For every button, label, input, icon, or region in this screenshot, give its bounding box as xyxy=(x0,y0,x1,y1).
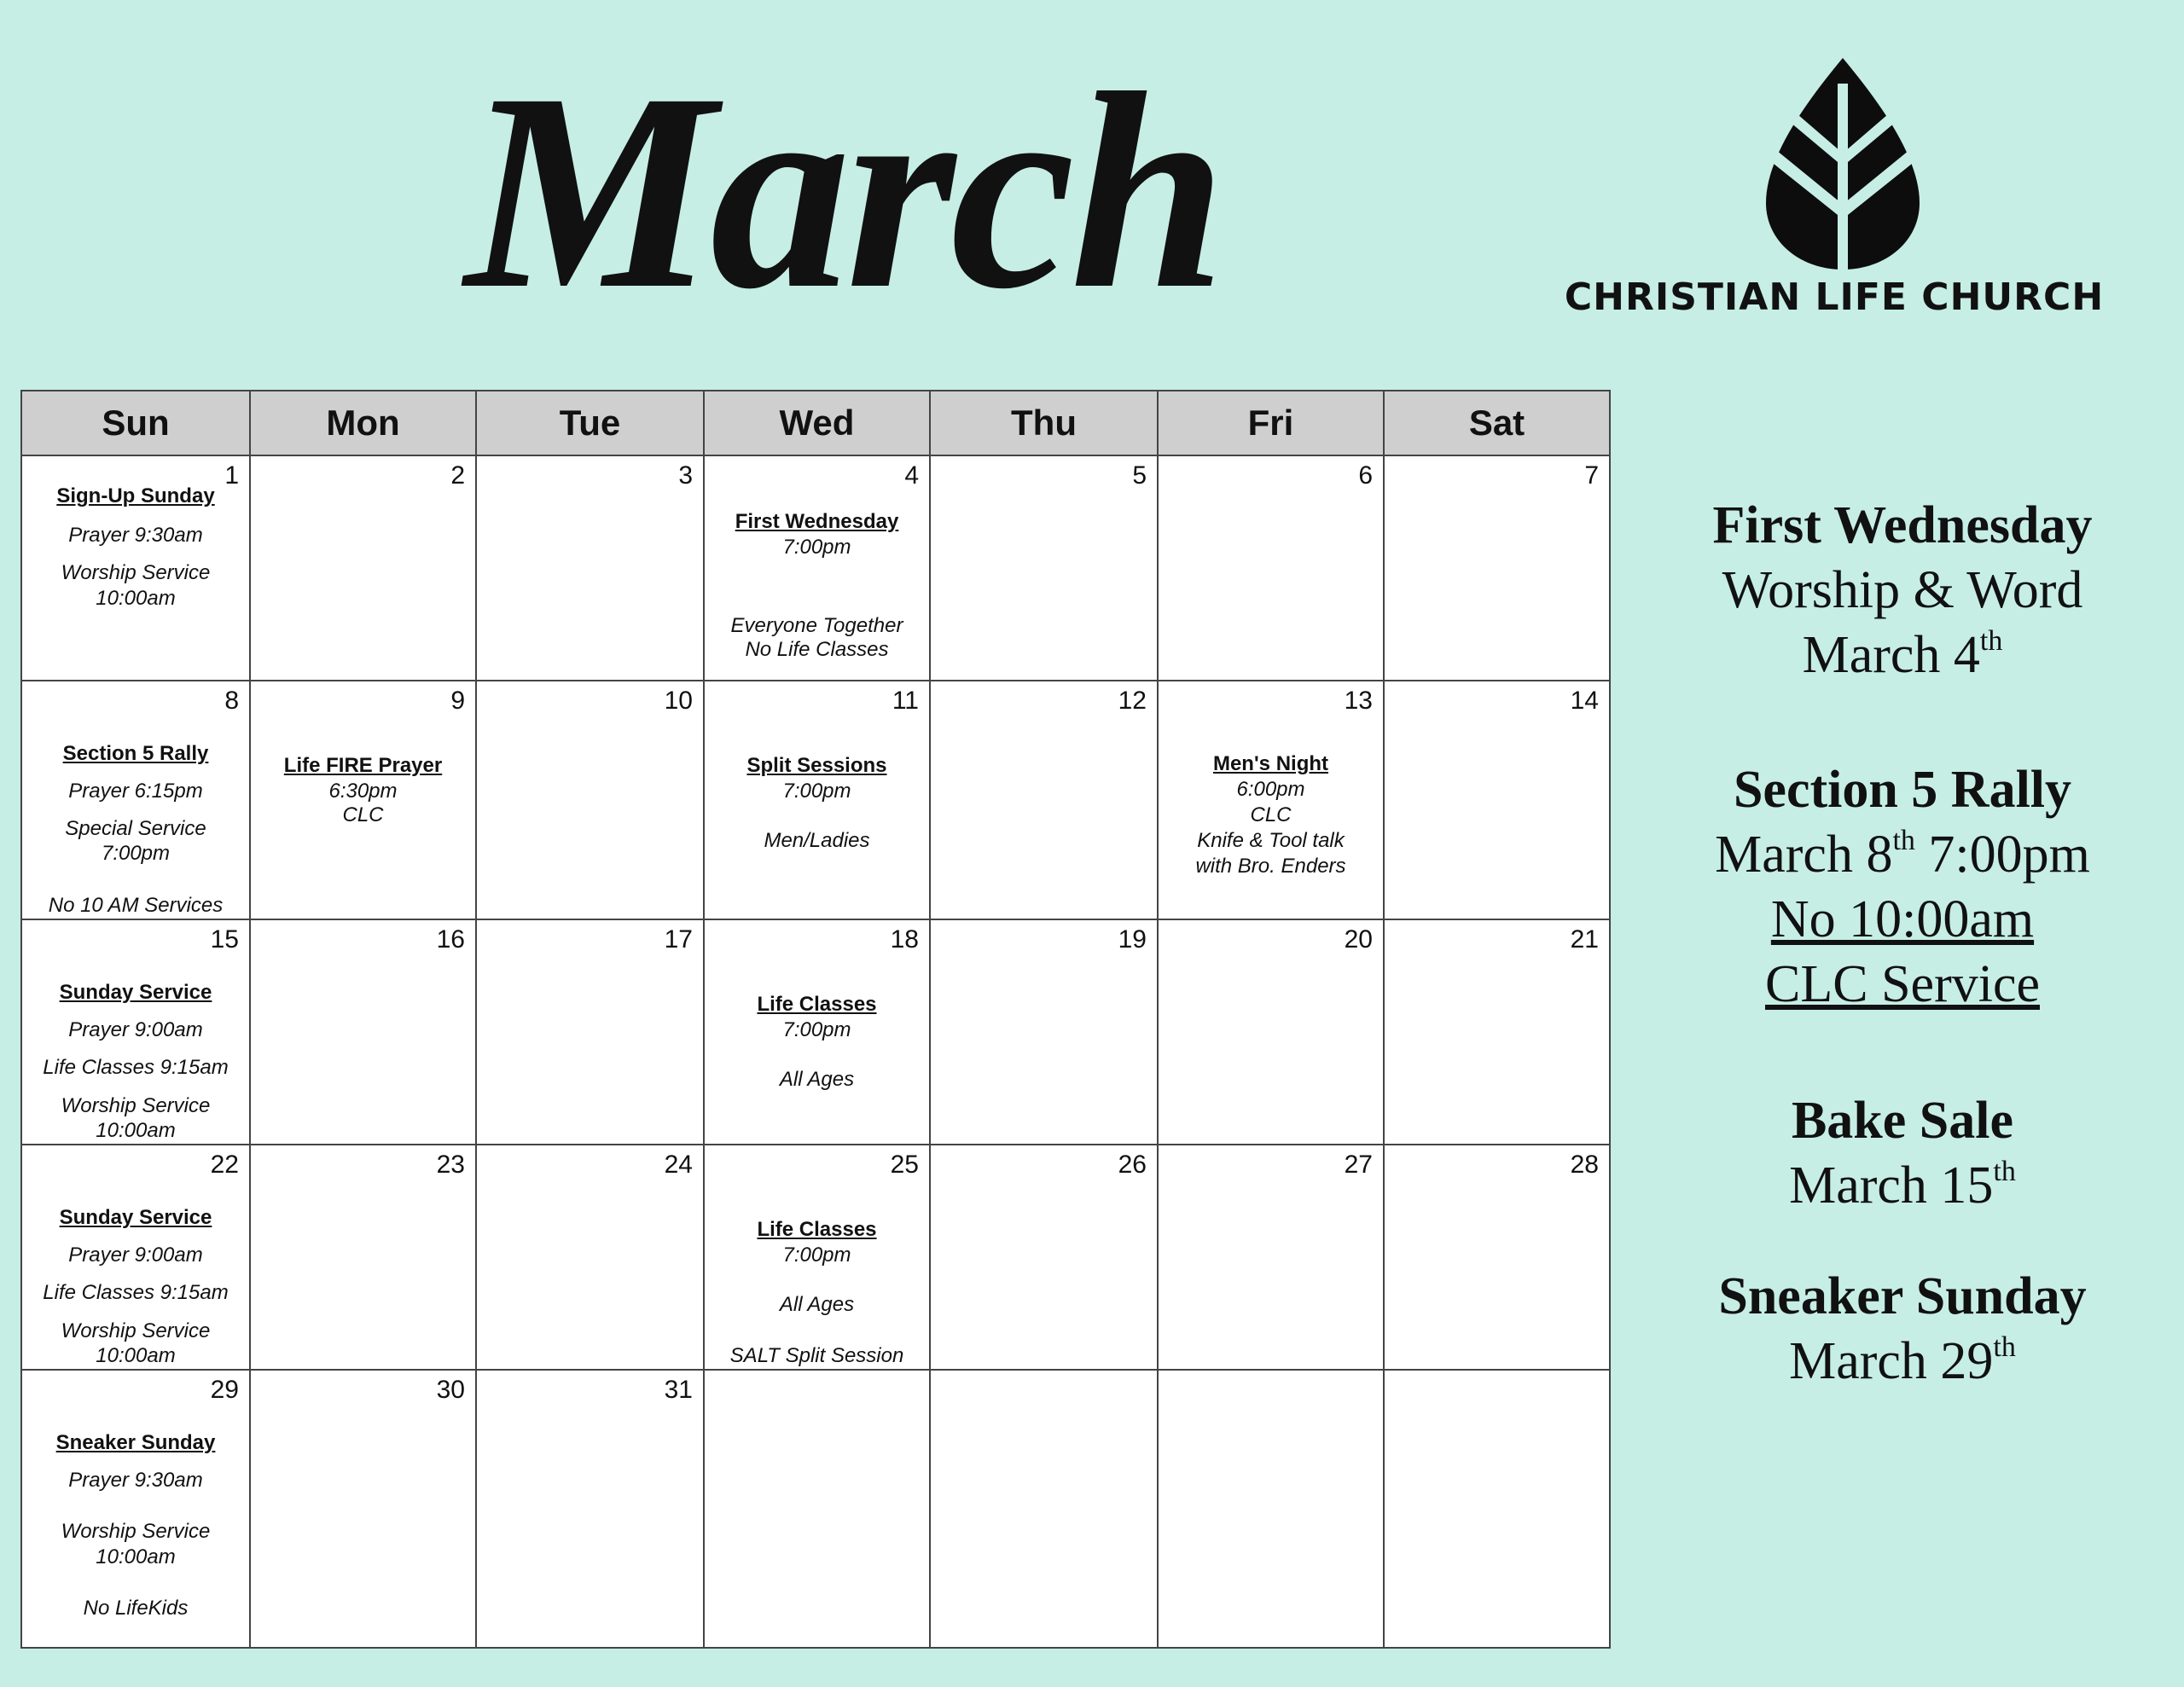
day-number: 5 xyxy=(1132,461,1147,490)
day-cell xyxy=(476,681,704,919)
empty-day-cell xyxy=(930,1370,1158,1648)
note-title: Section 5 Rally xyxy=(1733,761,2072,819)
day-number: 24 xyxy=(664,1151,693,1179)
weekday-header: Tue xyxy=(476,391,704,455)
event-detail: SALT Split Session xyxy=(729,1344,904,1367)
day-number: 29 xyxy=(210,1376,239,1404)
day-number: 14 xyxy=(1570,687,1599,715)
event-detail: 10:00am xyxy=(96,1545,176,1568)
day-number: 9 xyxy=(450,687,465,715)
event-detail: 10:00am xyxy=(96,1119,176,1142)
day-number: 4 xyxy=(904,461,919,490)
event-detail: Life Classes 9:15am xyxy=(43,1281,229,1304)
event-detail: Prayer 6:15pm xyxy=(68,780,203,803)
note-date: March 29th xyxy=(1789,1331,2016,1390)
event-detail: Life Classes 9:15am xyxy=(43,1056,229,1079)
day-number: 1 xyxy=(224,461,239,490)
note-title: Bake Sale xyxy=(1791,1092,2014,1150)
church-logo xyxy=(1561,58,2107,331)
event-title: Men's Night xyxy=(1212,752,1329,775)
day-number: 11 xyxy=(892,687,919,715)
event-detail: Worship Service xyxy=(61,1094,211,1117)
event-detail: 7:00pm xyxy=(782,1244,851,1267)
event-title: Sneaker Sunday xyxy=(55,1431,216,1454)
day-cell xyxy=(21,1370,250,1648)
day-cell xyxy=(704,681,930,919)
event-title: First Wednesday xyxy=(735,510,899,533)
event-detail: Men/Ladies xyxy=(764,829,870,852)
day-cell xyxy=(930,1145,1158,1370)
event-detail: Knife & Tool talk xyxy=(1197,829,1345,852)
note-title: First Wednesday xyxy=(1712,496,2093,554)
empty-day-cell xyxy=(704,1370,930,1648)
event-title: Sunday Service xyxy=(59,981,212,1004)
day-cell xyxy=(1384,681,1610,919)
note-line: Worship & Word xyxy=(1722,561,2083,619)
day-cell xyxy=(250,1370,476,1648)
day-cell xyxy=(1384,455,1610,681)
week-row xyxy=(21,1145,1610,1370)
day-cell xyxy=(476,919,704,1145)
day-number: 22 xyxy=(210,1151,239,1179)
note-date: March 4th xyxy=(1802,625,2003,684)
empty-day-cell xyxy=(1158,1370,1384,1648)
weekday-header: Mon xyxy=(250,391,476,455)
weekday-header: Sun xyxy=(21,391,250,455)
day-number: 13 xyxy=(1344,687,1373,715)
weekday-header: Fri xyxy=(1158,391,1384,455)
day-number: 8 xyxy=(224,687,239,715)
event-detail: CLC xyxy=(1250,803,1292,826)
event-title: Life Classes xyxy=(757,1218,877,1241)
event-detail: Worship Service xyxy=(61,561,211,584)
event-detail: All Ages xyxy=(779,1068,855,1091)
day-number: 10 xyxy=(664,687,693,715)
event-title: Sign-Up Sunday xyxy=(56,484,215,507)
week-row xyxy=(21,919,1610,1145)
day-cell xyxy=(704,1145,930,1370)
month-title: March xyxy=(465,36,1222,347)
event-detail: Special Service xyxy=(65,817,206,840)
day-cell xyxy=(250,1145,476,1370)
day-number: 31 xyxy=(664,1376,693,1404)
event-detail: 6:00pm xyxy=(1236,778,1305,801)
day-number: 3 xyxy=(678,461,693,490)
sneaker-sunday-note xyxy=(1621,1264,2184,1394)
day-number: 27 xyxy=(1344,1151,1373,1179)
empty-day-cell xyxy=(1384,1370,1610,1648)
note-title: Sneaker Sunday xyxy=(1718,1267,2087,1325)
day-cell xyxy=(250,681,476,919)
day-cell xyxy=(476,455,704,681)
section-5-rally-note xyxy=(1621,757,2184,1017)
day-cell xyxy=(930,919,1158,1145)
event-title: Life Classes xyxy=(757,993,877,1016)
day-cell xyxy=(21,681,250,919)
event-detail: 10:00am xyxy=(96,1344,176,1367)
weekday-header: Wed xyxy=(704,391,930,455)
day-cell xyxy=(21,919,250,1145)
first-wednesday-note xyxy=(1621,493,2184,687)
day-number: 21 xyxy=(1570,925,1599,954)
day-number: 15 xyxy=(210,925,239,954)
day-number: 28 xyxy=(1570,1151,1599,1179)
bake-sale-note xyxy=(1621,1088,2184,1218)
event-detail: Prayer 9:00am xyxy=(68,1018,203,1041)
day-cell xyxy=(1384,1145,1610,1370)
day-number: 7 xyxy=(1584,461,1599,490)
day-cell xyxy=(21,455,250,681)
event-detail: 7:00pm xyxy=(782,1018,851,1041)
calendar-grid xyxy=(20,390,1611,1649)
day-number: 18 xyxy=(890,925,919,954)
event-detail: with Bro. Enders xyxy=(1195,855,1346,878)
day-cell xyxy=(476,1145,704,1370)
day-number: 12 xyxy=(1118,687,1147,715)
event-detail: Worship Service xyxy=(61,1319,211,1342)
event-detail: 7:00pm xyxy=(101,842,171,865)
event-title: Split Sessions xyxy=(746,754,887,777)
day-number: 30 xyxy=(436,1376,465,1404)
day-number: 26 xyxy=(1118,1151,1147,1179)
day-cell xyxy=(1384,919,1610,1145)
event-detail: 7:00pm xyxy=(782,536,851,559)
day-cell xyxy=(21,1145,250,1370)
event-detail: All Ages xyxy=(779,1293,855,1316)
leaf-icon xyxy=(1766,58,1920,271)
day-cell xyxy=(930,681,1158,919)
day-cell xyxy=(250,919,476,1145)
event-title: Sunday Service xyxy=(59,1206,212,1229)
event-detail: 7:00pm xyxy=(782,780,851,803)
week-row xyxy=(21,455,1610,681)
day-number: 6 xyxy=(1358,461,1373,490)
day-cell xyxy=(476,1370,704,1648)
day-number: 17 xyxy=(664,925,693,954)
weekday-header: Thu xyxy=(930,391,1158,455)
day-cell xyxy=(704,455,930,681)
day-number: 2 xyxy=(450,461,465,490)
event-title: Life FIRE Prayer xyxy=(283,754,443,777)
day-number: 19 xyxy=(1118,925,1147,954)
day-cell xyxy=(1158,681,1384,919)
event-detail: Worship Service xyxy=(61,1520,211,1543)
day-cell xyxy=(930,455,1158,681)
note-date: March 8th 7:00pm xyxy=(1715,825,2090,884)
day-cell xyxy=(1158,919,1384,1145)
event-title: Section 5 Rally xyxy=(62,742,209,765)
day-number: 25 xyxy=(890,1151,919,1179)
event-detail: No Life Classes xyxy=(745,638,889,661)
day-number: 23 xyxy=(436,1151,465,1179)
day-cell xyxy=(1158,455,1384,681)
week-row xyxy=(21,1370,1610,1648)
event-detail: No LifeKids xyxy=(83,1597,189,1620)
event-detail: Prayer 9:30am xyxy=(68,524,203,547)
day-cell xyxy=(250,455,476,681)
event-detail: No 10 AM Services xyxy=(48,894,224,917)
day-number: 20 xyxy=(1344,925,1373,954)
note-line: No 10:00am xyxy=(1770,890,2035,948)
day-number: 16 xyxy=(436,925,465,954)
event-detail: Everyone Together xyxy=(730,614,903,637)
church-name: CHRISTIAN LIFE CHURCH xyxy=(1564,275,2105,319)
weekday-header-row xyxy=(21,391,1610,455)
event-detail: 10:00am xyxy=(96,587,176,610)
event-detail: Prayer 9:00am xyxy=(68,1244,203,1267)
day-cell xyxy=(704,919,930,1145)
weekday-header: Sat xyxy=(1384,391,1610,455)
note-line: CLC Service xyxy=(1765,955,2040,1013)
event-detail: CLC xyxy=(342,803,384,826)
day-cell xyxy=(1158,1145,1384,1370)
event-detail: Prayer 9:30am xyxy=(68,1469,203,1492)
event-detail: 6:30pm xyxy=(328,780,398,803)
week-row xyxy=(21,681,1610,919)
note-date: March 15th xyxy=(1789,1156,2016,1215)
